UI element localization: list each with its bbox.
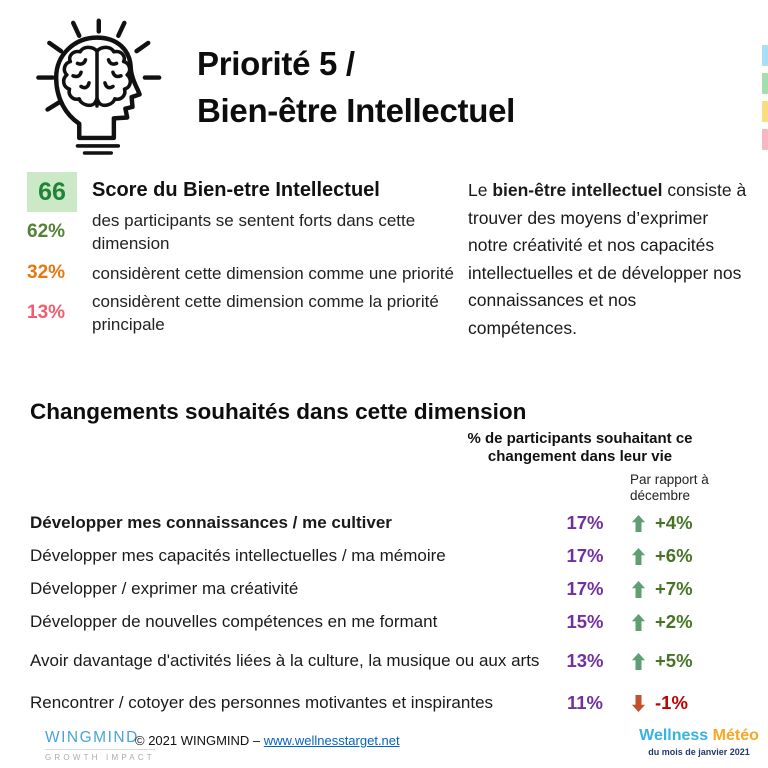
change-delta: +7%	[655, 578, 693, 599]
change-row	[30, 632, 736, 690]
stat-main-priority-pct: 13%	[27, 302, 66, 323]
change-label: Développer mes capacités intellectuelles / ma mémoire	[30, 546, 446, 565]
description-rest: consiste à trouver des moyens d’exprimer notre créativité et nos capacités intellectuelles et de développer nos connaissances et nos compétences.	[468, 180, 747, 338]
meteo-word: Météo	[708, 727, 759, 744]
change-delta: -1%	[655, 692, 688, 713]
stat-strong-text: des participants se sentent forts dans cette dimension	[92, 211, 416, 253]
down-arrow-icon	[625, 695, 651, 712]
wellness-word: Wellness	[639, 727, 709, 744]
change-pct: 11%	[566, 692, 603, 713]
pct-column-header: % de participants souhaitant ce changement dans leur vie	[467, 430, 693, 465]
change-delta: +6%	[655, 545, 693, 566]
wellness-meteo-logo	[638, 727, 760, 757]
up-arrow-icon	[625, 515, 651, 532]
delta-column-header: Par rapport à décembre	[630, 472, 709, 503]
dimension-description	[468, 177, 748, 342]
change-row	[30, 541, 736, 571]
stat-priority-pct: 32%	[27, 262, 66, 283]
stat-strong	[27, 206, 467, 258]
change-label: Développer mes connaissances / me cultiver	[30, 513, 392, 532]
stat-strong-pct: 62%	[27, 221, 66, 242]
up-arrow-icon	[625, 548, 651, 565]
change-pct: 17%	[566, 545, 604, 566]
change-row	[30, 688, 736, 718]
score-value: 66	[38, 177, 66, 206]
up-arrow-icon	[625, 653, 651, 670]
change-label: Avoir davantage d'activités liées à la culture, la musique ou aux arts	[30, 651, 540, 670]
change-label: Développer / exprimer ma créativité	[30, 579, 299, 598]
change-row	[30, 508, 736, 538]
change-delta: +4%	[655, 512, 693, 533]
wingmind-logo-tagline: GROWTH IMPACT	[45, 753, 155, 762]
page-title-line1: Priorité 5 /	[197, 45, 355, 82]
description-lead: Le	[468, 180, 493, 200]
change-pct: 15%	[566, 611, 604, 632]
description-bold-term: bien-être intellectuel	[492, 180, 663, 200]
wellness-meteo-logo-text	[638, 727, 760, 745]
change-delta: +2%	[655, 611, 693, 632]
side-tab-yellow[interactable]	[762, 101, 768, 122]
side-tab-pink[interactable]	[762, 129, 768, 150]
page-title-line2: Bien-être Intellectuel	[197, 92, 515, 129]
side-tab-blue[interactable]	[762, 45, 768, 66]
copyright-line	[135, 733, 400, 748]
change-pct: 17%	[566, 512, 604, 533]
change-pct: 17%	[566, 578, 604, 599]
copyright-text: © 2021 WINGMIND –	[135, 733, 264, 748]
up-arrow-icon	[625, 614, 651, 631]
wellnesstarget-link[interactable]: www.wellnesstarget.net	[263, 733, 400, 748]
stat-main-priority	[27, 286, 467, 340]
change-pct: 13%	[566, 650, 604, 671]
stat-priority-text: considèrent cette dimension comme une priorité	[92, 263, 454, 283]
change-label: Développer de nouvelles compétences en me formant	[30, 612, 438, 631]
change-row	[30, 574, 736, 604]
brain-lightbulb-icon	[26, 16, 168, 164]
change-label: Rencontrer / cotoyer des personnes motivantes et inspirantes	[30, 693, 494, 712]
wellness-meteo-subtitle: du mois de janvier 2021	[648, 747, 750, 757]
stat-main-priority-text: considèrent cette dimension comme la priorité principale	[92, 292, 439, 334]
stat-priority	[27, 258, 467, 288]
score-label: Score du Bien-etre Intellectuel	[92, 179, 380, 201]
up-arrow-icon	[625, 581, 651, 598]
change-delta: +5%	[655, 650, 693, 671]
side-tab-green[interactable]	[762, 73, 768, 94]
page-title	[197, 40, 515, 134]
wingmind-logo-text: WINGMIND	[45, 729, 155, 750]
changes-section-title: Changements souhaités dans cette dimension	[30, 399, 527, 424]
